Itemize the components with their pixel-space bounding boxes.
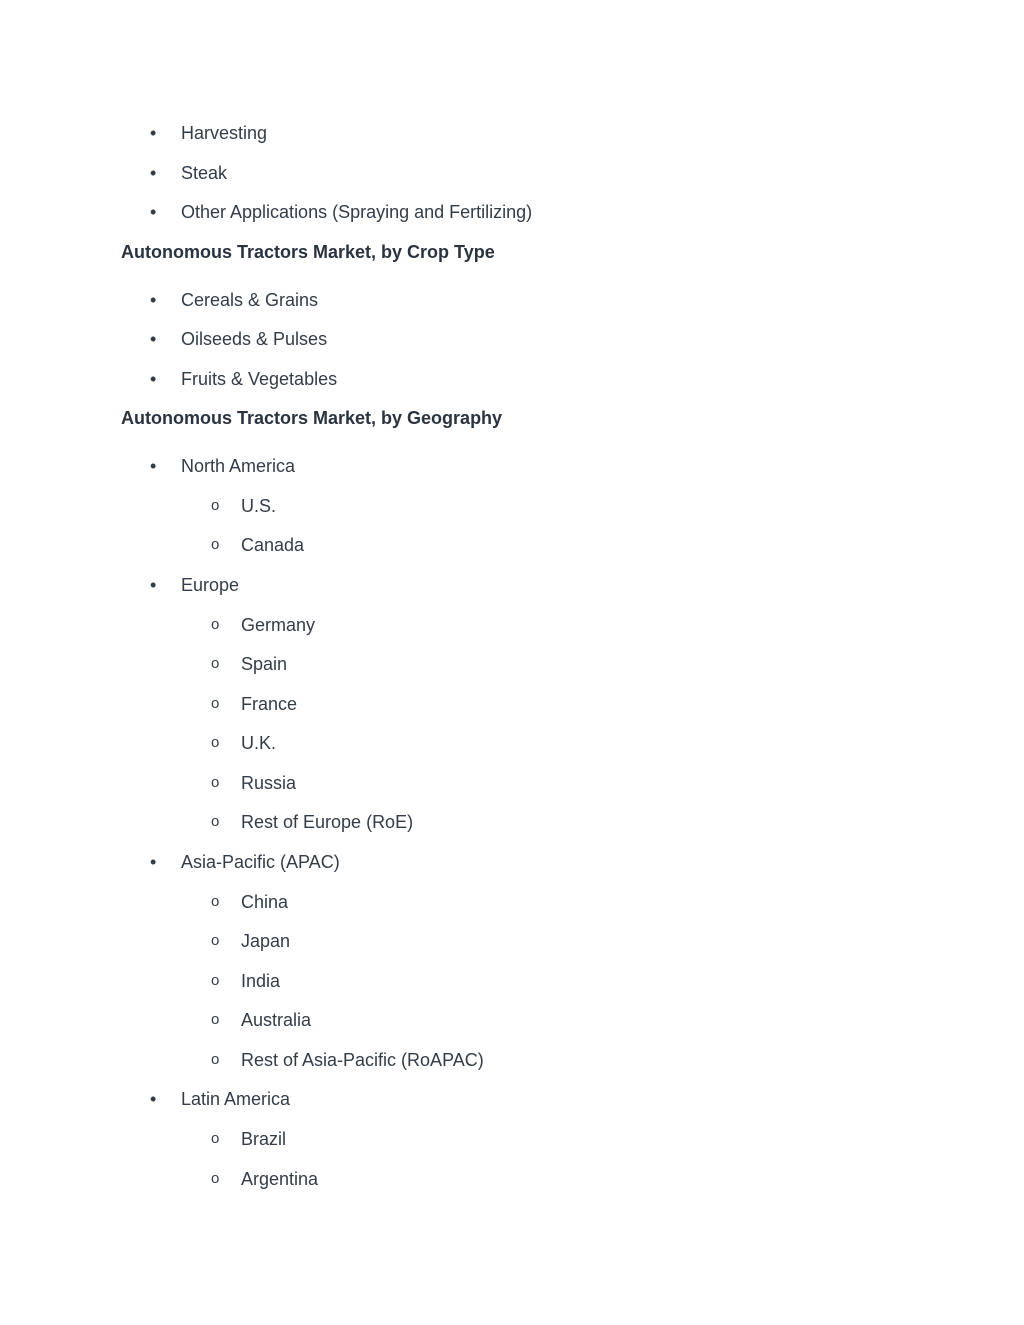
bullet-icon: • [150, 202, 157, 222]
country-item: Russia [241, 773, 297, 793]
bullet-icon: • [150, 123, 157, 143]
country-item: U.S. [241, 496, 277, 516]
bullet-icon: • [150, 852, 157, 872]
list-item: Harvesting [181, 123, 268, 143]
country-item: India [241, 971, 281, 991]
sub-bullet-icon: o [211, 497, 220, 514]
country-item: Australia [241, 1010, 312, 1030]
bullet-icon: • [150, 290, 157, 310]
section-heading-geography: Autonomous Tractors Market, by Geography [121, 408, 503, 428]
sub-bullet-icon: o [211, 1170, 220, 1187]
sub-bullet-icon: o [211, 893, 220, 910]
list-item: Cereals & Grains [181, 290, 319, 310]
sub-bullet-icon: o [211, 655, 220, 672]
country-item: Japan [241, 931, 291, 951]
country-item: France [241, 694, 298, 714]
sub-bullet-icon: o [211, 1011, 220, 1028]
country-item: Argentina [241, 1169, 319, 1189]
sub-bullet-icon: o [211, 972, 220, 989]
list-item: Steak [181, 163, 228, 183]
section-heading-crop-type: Autonomous Tractors Market, by Crop Type [121, 242, 495, 262]
country-item: U.K. [241, 733, 277, 753]
sub-bullet-icon: o [211, 932, 220, 949]
bullet-icon: • [150, 575, 157, 595]
list-item: Other Applications (Spraying and Fertilizing) [181, 202, 533, 222]
sub-bullet-icon: o [211, 1051, 220, 1068]
country-item: Rest of Europe (RoE) [241, 812, 414, 832]
region-item: Latin America [181, 1089, 291, 1109]
bullet-icon: • [150, 1089, 157, 1109]
list-item: Oilseeds & Pulses [181, 329, 328, 349]
sub-bullet-icon: o [211, 1130, 220, 1147]
country-item: Rest of Asia-Pacific (RoAPAC) [241, 1050, 484, 1070]
country-item: Canada [241, 535, 305, 555]
sub-bullet-icon: o [211, 536, 220, 553]
list-item: Fruits & Vegetables [181, 369, 338, 389]
country-item: Germany [241, 615, 316, 635]
region-item: Asia-Pacific (APAC) [181, 852, 340, 872]
region-item: Europe [181, 575, 240, 595]
bullet-icon: • [150, 456, 157, 476]
sub-bullet-icon: o [211, 774, 220, 791]
country-item: Brazil [241, 1129, 287, 1149]
sub-bullet-icon: o [211, 695, 220, 712]
sub-bullet-icon: o [211, 813, 220, 830]
country-item: China [241, 892, 289, 912]
region-item: North America [181, 456, 296, 476]
sub-bullet-icon: o [211, 616, 220, 633]
bullet-icon: • [150, 329, 157, 349]
country-item: Spain [241, 654, 288, 674]
bullet-icon: • [150, 163, 157, 183]
bullet-icon: • [150, 369, 157, 389]
sub-bullet-icon: o [211, 734, 220, 751]
